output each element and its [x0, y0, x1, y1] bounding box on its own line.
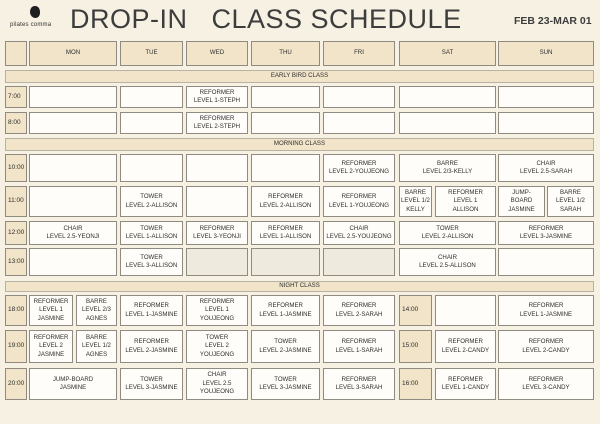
- class-cell: [498, 330, 594, 363]
- class-line: LEVEL 1/2: [556, 197, 585, 205]
- time-cell: 12:00: [5, 221, 27, 245]
- class-cell: [498, 186, 545, 217]
- class-line: LEVEL 2.5-ALLISON: [419, 262, 476, 269]
- class-cell: [435, 186, 496, 217]
- class-line: BARRE: [437, 159, 458, 167]
- day-header-tue: TUE: [120, 41, 183, 66]
- empty-cell: [186, 186, 248, 217]
- class-cell: [186, 295, 248, 326]
- class-line: LEVEL 2.5: [202, 379, 232, 387]
- class-line: REFORMER: [341, 159, 377, 167]
- class-cell: [323, 295, 395, 326]
- class-cell: [76, 295, 117, 326]
- class-line: REFORMER: [199, 224, 235, 232]
- class-line: REFORMER: [448, 338, 483, 346]
- class-line: LEVEL 3-ALLISON: [125, 262, 178, 269]
- class-line: LEVEL 3-JASMINE: [519, 233, 573, 240]
- class-line: AGNES: [85, 350, 108, 358]
- class-cell: [251, 330, 320, 363]
- empty-cell: [29, 112, 117, 134]
- class-line: TOWER: [274, 375, 297, 383]
- day-header-sun: SUN: [498, 41, 594, 66]
- page-title: DROP-IN CLASS SCHEDULE: [70, 4, 462, 34]
- class-line: LEVEL 2-ALLISON: [259, 201, 312, 209]
- logo-text: pilates comma: [10, 22, 52, 28]
- class-line: REFORMER: [33, 297, 69, 305]
- empty-cell: [251, 86, 320, 108]
- class-cell: [435, 368, 496, 400]
- class-cell: [323, 154, 395, 182]
- empty-cell: [251, 154, 320, 182]
- class-cell: [399, 221, 496, 245]
- class-line: LEVEL 2-SARAH: [335, 310, 383, 318]
- empty-cell: [251, 112, 320, 134]
- class-line: CHAIR: [536, 159, 556, 167]
- class-line: JASMINE: [37, 314, 65, 322]
- time-cell: 13:00: [5, 248, 27, 276]
- class-cell: [399, 186, 432, 217]
- class-line: LEVEL 3-JASMINE: [125, 384, 178, 391]
- empty-cell: [186, 154, 248, 182]
- class-line: YOUJEONG: [199, 350, 235, 358]
- class-line: REFORMER: [341, 193, 377, 201]
- class-cell: [498, 295, 594, 326]
- class-line: CHAIR: [207, 371, 227, 379]
- class-line: LEVEL 2-STEPH: [193, 123, 241, 130]
- class-line: JASMINE: [37, 350, 65, 358]
- class-line: REFORMER: [268, 224, 303, 232]
- class-cell: [547, 186, 594, 217]
- empty-cell: [498, 248, 594, 276]
- class-cell: [251, 368, 320, 400]
- class-line: BARRE: [86, 297, 107, 305]
- class-line: BARRE: [405, 188, 426, 196]
- class-cell: [120, 221, 183, 245]
- corner-cell: [5, 41, 27, 66]
- class-cell: [399, 248, 496, 276]
- empty-cell: [498, 86, 594, 108]
- time-cell: 16:00: [399, 368, 432, 400]
- class-line: LEVEL 2-JASMINE: [259, 346, 312, 354]
- class-line: LEVEL 3-YEONJI: [193, 233, 241, 240]
- class-cell: [186, 221, 248, 245]
- empty-cell: [399, 86, 496, 108]
- class-line: LEVEL 1-JASMINE: [519, 310, 573, 318]
- class-cell: [120, 368, 183, 400]
- day-header-thu: THU: [251, 41, 320, 66]
- time-cell: 19:00: [5, 330, 27, 363]
- class-line: LEVEL 2-YOUJEONG: [328, 168, 390, 175]
- empty-cell: [323, 112, 395, 134]
- date-range: FEB 23-MAR 01: [514, 15, 592, 27]
- class-line: REFORMER: [199, 88, 235, 96]
- empty-cell: [29, 186, 117, 217]
- class-line: CHAIR: [63, 224, 83, 232]
- time-cell: 7:00: [5, 86, 27, 108]
- class-line: LEVEL 1-STEPH: [193, 97, 241, 104]
- class-cell: [29, 368, 117, 400]
- class-line: SARAH: [560, 205, 581, 213]
- empty-cell: [251, 248, 320, 276]
- class-cell: [29, 295, 73, 326]
- class-line: REFORMER: [448, 375, 483, 383]
- section-morning: MORNING CLASS: [5, 138, 594, 151]
- class-cell: [498, 154, 594, 182]
- time-cell: 10:00: [5, 154, 27, 182]
- class-line: JUMP-: [512, 188, 531, 196]
- class-cell: [120, 295, 183, 326]
- class-line: LEVEL 2.5-YOUJEONG: [326, 233, 392, 240]
- class-line: JUMP-BOARD: [52, 375, 94, 383]
- class-line: REFORMER: [134, 302, 169, 310]
- class-line: YOUJEONG: [199, 314, 235, 322]
- empty-cell: [435, 295, 496, 326]
- empty-cell: [120, 112, 183, 134]
- class-cell: [29, 221, 117, 245]
- empty-cell: [323, 248, 395, 276]
- class-line: LEVEL 1/2: [82, 342, 111, 350]
- time-cell: 15:00: [399, 330, 432, 363]
- class-cell: [323, 221, 395, 245]
- class-cell: [323, 186, 395, 217]
- class-cell: [251, 186, 320, 217]
- class-line: LEVEL 3-JASMINE: [259, 384, 312, 391]
- class-line: TOWER: [205, 333, 229, 341]
- class-line: LEVEL 1-CANDY: [441, 384, 490, 391]
- class-cell: [323, 330, 395, 363]
- class-line: BOARD: [510, 197, 533, 205]
- class-line: JASMINE: [59, 384, 87, 391]
- class-cell: [186, 330, 248, 363]
- class-line: REFORMER: [528, 302, 564, 310]
- class-line: AGNES: [85, 314, 108, 322]
- class-line: TOWER: [274, 338, 297, 346]
- class-cell: [186, 368, 248, 400]
- class-line: REFORMER: [528, 375, 564, 383]
- class-cell: [76, 330, 117, 363]
- class-line: LEVEL 2: [39, 342, 63, 350]
- class-line: LEVEL 2-CANDY: [441, 346, 490, 354]
- class-line: LEVEL 1-SARAH: [335, 346, 383, 354]
- class-line: REFORMER: [341, 338, 377, 346]
- empty-cell: [120, 86, 183, 108]
- class-line: LEVEL 1: [453, 197, 478, 205]
- class-line: LEVEL 2-JASMINE: [125, 346, 178, 354]
- class-line: LEVEL 1-ALLISON: [125, 233, 178, 240]
- empty-cell: [498, 112, 594, 134]
- class-line: REFORMER: [199, 297, 235, 305]
- class-line: TOWER: [140, 253, 163, 261]
- class-line: LEVEL 1/2: [401, 197, 430, 205]
- empty-cell: [120, 154, 183, 182]
- class-line: LEVEL 1-JASMINE: [259, 310, 312, 318]
- class-line: REFORMER: [33, 333, 69, 341]
- class-cell: [498, 368, 594, 400]
- class-line: TOWER: [140, 193, 163, 201]
- class-line: REFORMER: [341, 375, 377, 383]
- time-cell: 20:00: [5, 368, 27, 400]
- class-cell: [120, 330, 183, 363]
- time-cell: 18:00: [5, 295, 27, 326]
- class-line: LEVEL 3-CANDY: [522, 384, 570, 391]
- empty-cell: [399, 112, 496, 134]
- time-cell: 14:00: [399, 295, 432, 326]
- class-line: LEVEL 1-YOUJEONG: [328, 201, 390, 209]
- class-line: YOUJEONG: [199, 388, 235, 396]
- class-line: CHAIR: [438, 253, 457, 261]
- class-line: CHAIR: [349, 224, 369, 232]
- class-cell: [498, 221, 594, 245]
- class-line: LEVEL 2/3-KELLY: [422, 168, 473, 175]
- class-line: LEVEL 3-SARAH: [335, 384, 383, 391]
- empty-cell: [29, 154, 117, 182]
- time-cell: 11:00: [5, 186, 27, 217]
- class-cell: [186, 112, 248, 134]
- empty-cell: [29, 248, 117, 276]
- class-line: TOWER: [140, 224, 163, 232]
- section-early-bird: EARLY BIRD CLASS: [5, 70, 594, 83]
- class-line: LEVEL 1-JASMINE: [125, 310, 178, 318]
- class-line: REFORMER: [134, 338, 169, 346]
- class-line: JASMINE: [508, 205, 535, 213]
- class-line: BARRE: [560, 188, 581, 196]
- class-line: REFORMER: [528, 224, 564, 232]
- day-header-mon: MON: [29, 41, 117, 66]
- class-line: LEVEL 2/3: [82, 306, 111, 314]
- class-line: KELLY: [406, 205, 425, 213]
- day-header-wed: WED: [186, 41, 248, 66]
- class-cell: [120, 186, 183, 217]
- class-line: REFORMER: [268, 193, 303, 201]
- class-cell: [29, 330, 73, 363]
- class-line: REFORMER: [448, 188, 483, 196]
- day-header-fri: FRI: [323, 41, 395, 66]
- class-cell: [186, 86, 248, 108]
- section-night: NIGHT CLASS: [5, 281, 594, 292]
- class-line: TOWER: [436, 224, 459, 232]
- class-line: REFORMER: [199, 114, 235, 122]
- class-cell: [251, 295, 320, 326]
- time-cell: 8:00: [5, 112, 27, 134]
- day-header-sat: SAT: [399, 41, 496, 66]
- class-cell: [323, 368, 395, 400]
- empty-cell: [29, 86, 117, 108]
- class-cell: [251, 221, 320, 245]
- class-line: LEVEL 2-ALLISON: [421, 233, 474, 240]
- class-line: LEVEL 2-CANDY: [522, 346, 570, 354]
- class-line: LEVEL 1: [205, 306, 229, 314]
- class-line: LEVEL 2.5-SARAH: [520, 168, 572, 175]
- empty-cell: [323, 86, 395, 108]
- class-line: ALLISON: [452, 205, 479, 213]
- class-line: REFORMER: [268, 302, 303, 310]
- class-line: LEVEL 1: [39, 306, 63, 314]
- class-line: LEVEL 2: [205, 342, 229, 350]
- class-line: REFORMER: [341, 302, 377, 310]
- class-line: TOWER: [140, 375, 163, 383]
- class-line: BARRE: [86, 333, 107, 341]
- class-line: REFORMER: [528, 338, 564, 346]
- empty-cell: [186, 248, 248, 276]
- class-line: LEVEL 1-ALLISON: [259, 233, 312, 240]
- class-cell: [399, 154, 496, 182]
- class-cell: [120, 248, 183, 276]
- class-cell: [435, 330, 496, 363]
- class-line: LEVEL 2.5-YEONJI: [46, 233, 100, 240]
- class-line: LEVEL 2-ALLISON: [125, 201, 178, 209]
